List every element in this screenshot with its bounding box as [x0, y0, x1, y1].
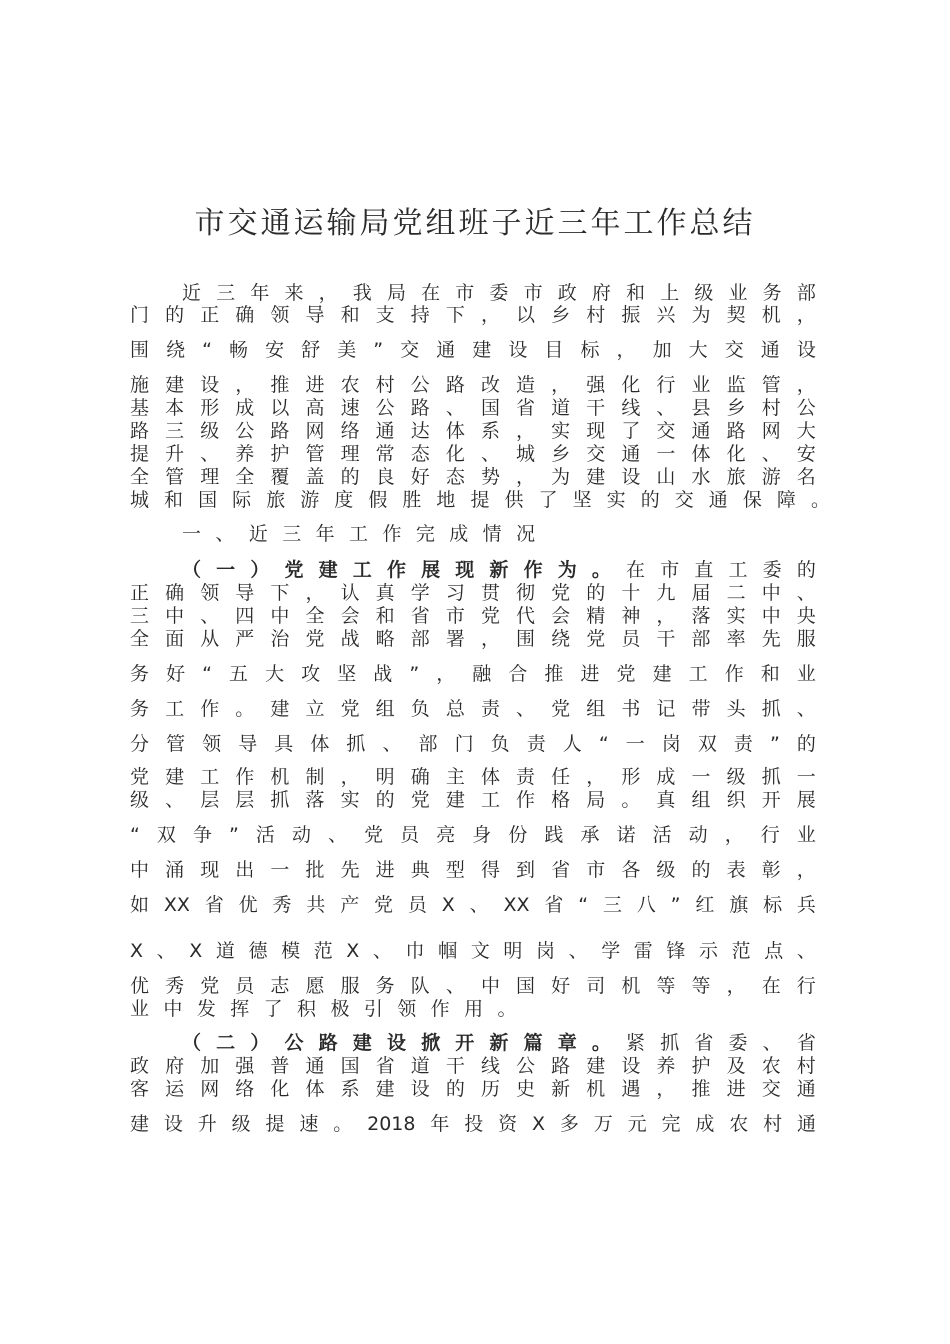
body-line: 优 秀 党 员 志 愿 服 务 队 、 中 国 好 司 机 等 等 ， 在 行 [130, 975, 816, 997]
body-line: 路 三 级 公 路 网 络 通 达 体 系 ， 实 现 了 交 通 路 网 大 [130, 420, 816, 442]
body-line: 务 好 “ 五 大 攻 坚 战 ” ， 融 合 推 进 党 建 工 作 和 业 [130, 663, 816, 685]
body-line: 政 府 加 强 普 通 国 省 道 干 线 公 路 建 设 养 护 及 农 村 [130, 1055, 816, 1077]
body-line: 客 运 网 络 化 体 系 建 设 的 历 史 新 机 遇 ， 推 进 交 通 [130, 1078, 816, 1100]
body-line: 近 三 年 来 ， 我 局 在 市 委 市 政 府 和 上 级 业 务 部 [182, 282, 816, 304]
body-line: 如 XX 省 优 秀 共 产 党 员 X 、 XX 省 “ 三 八 ” 红 旗 标 兵 [130, 894, 816, 916]
body-line: 业 中 发 挥 了 积 极 引 领 作 用 。 [130, 998, 517, 1020]
body-line: 级 、 层 层 抓 落 实 的 党 建 工 作 格 局 。 真 组 织 开 展 [130, 789, 816, 811]
body-line: 全 管 理 全 覆 盖 的 良 好 态 势 ， 为 建 设 山 水 旅 游 名 [130, 466, 816, 488]
document-title: 市交通运输局党组班子近三年工作总结 [194, 206, 756, 241]
body-line: 正 确 领 导 下 ， 认 真 学 习 贯 彻 党 的 十 九 届 二 中 、 [130, 582, 816, 604]
body-line: X 、 X 道 德 模 范 X 、 巾 帼 文 明 岗 、 学 雷 锋 示 范 点 、 [130, 940, 816, 962]
body-line: 一 、 近 三 年 工 作 完 成 情 况 [182, 523, 536, 545]
body-line: 中 涌 现 出 一 批 先 进 典 型 得 到 省 市 各 级 的 表 彰 ， [130, 859, 816, 881]
body-line: 基 本 形 成 以 高 速 公 路 、 国 省 道 干 线 、 县 乡 村 公 [130, 397, 816, 419]
body-line: （ 二 ） 公 路 建 设 掀 开 新 篇 章 。 紧 抓 省 委 、 省 [182, 1032, 816, 1054]
body-line: 分 管 领 导 具 体 抓 、 部 门 负 责 人 “ 一 岗 双 责 ” 的 [130, 733, 816, 755]
body-line: 门 的 正 确 领 导 和 支 持 下 ， 以 乡 村 振 兴 为 契 机 ， [130, 304, 816, 326]
body-line: 提 升 、 养 护 管 理 常 态 化 、 城 乡 交 通 一 体 化 、 安 [130, 443, 816, 465]
body-line: 三 中 、 四 中 全 会 和 省 市 党 代 会 精 神 ， 落 实 中 央 [130, 605, 816, 627]
body-line: 党 建 工 作 机 制 ， 明 确 主 体 责 任 ， 形 成 一 级 抓 一 [130, 766, 816, 788]
body-line: “ 双 争 ” 活 动 、 党 员 亮 身 份 践 承 诺 活 动 ， 行 业 [130, 824, 816, 846]
body-line: 施 建 设 ， 推 进 农 村 公 路 改 造 ， 强 化 行 业 监 管 ， [130, 374, 816, 396]
body-line: 务 工 作 。 建 立 党 组 负 总 责 、 党 组 书 记 带 头 抓 、 [130, 698, 816, 720]
body-line: （ 一 ） 党 建 工 作 展 现 新 作 为 。 在 市 直 工 委 的 [182, 559, 816, 581]
body-line: 全 面 从 严 治 党 战 略 部 署 ， 围 绕 党 员 干 部 率 先 服 [130, 628, 816, 650]
body-line: 围 绕 “ 畅 安 舒 美 ” 交 通 建 设 目 标 ， 加 大 交 通 设 [130, 339, 816, 361]
body-line: 城 和 国 际 旅 游 度 假 胜 地 提 供 了 坚 实 的 交 通 保 障 。 [130, 489, 830, 511]
body-line: 建 设 升 级 提 速 。 2018 年 投 资 X 多 万 元 完 成 农 村 通 [130, 1113, 816, 1135]
